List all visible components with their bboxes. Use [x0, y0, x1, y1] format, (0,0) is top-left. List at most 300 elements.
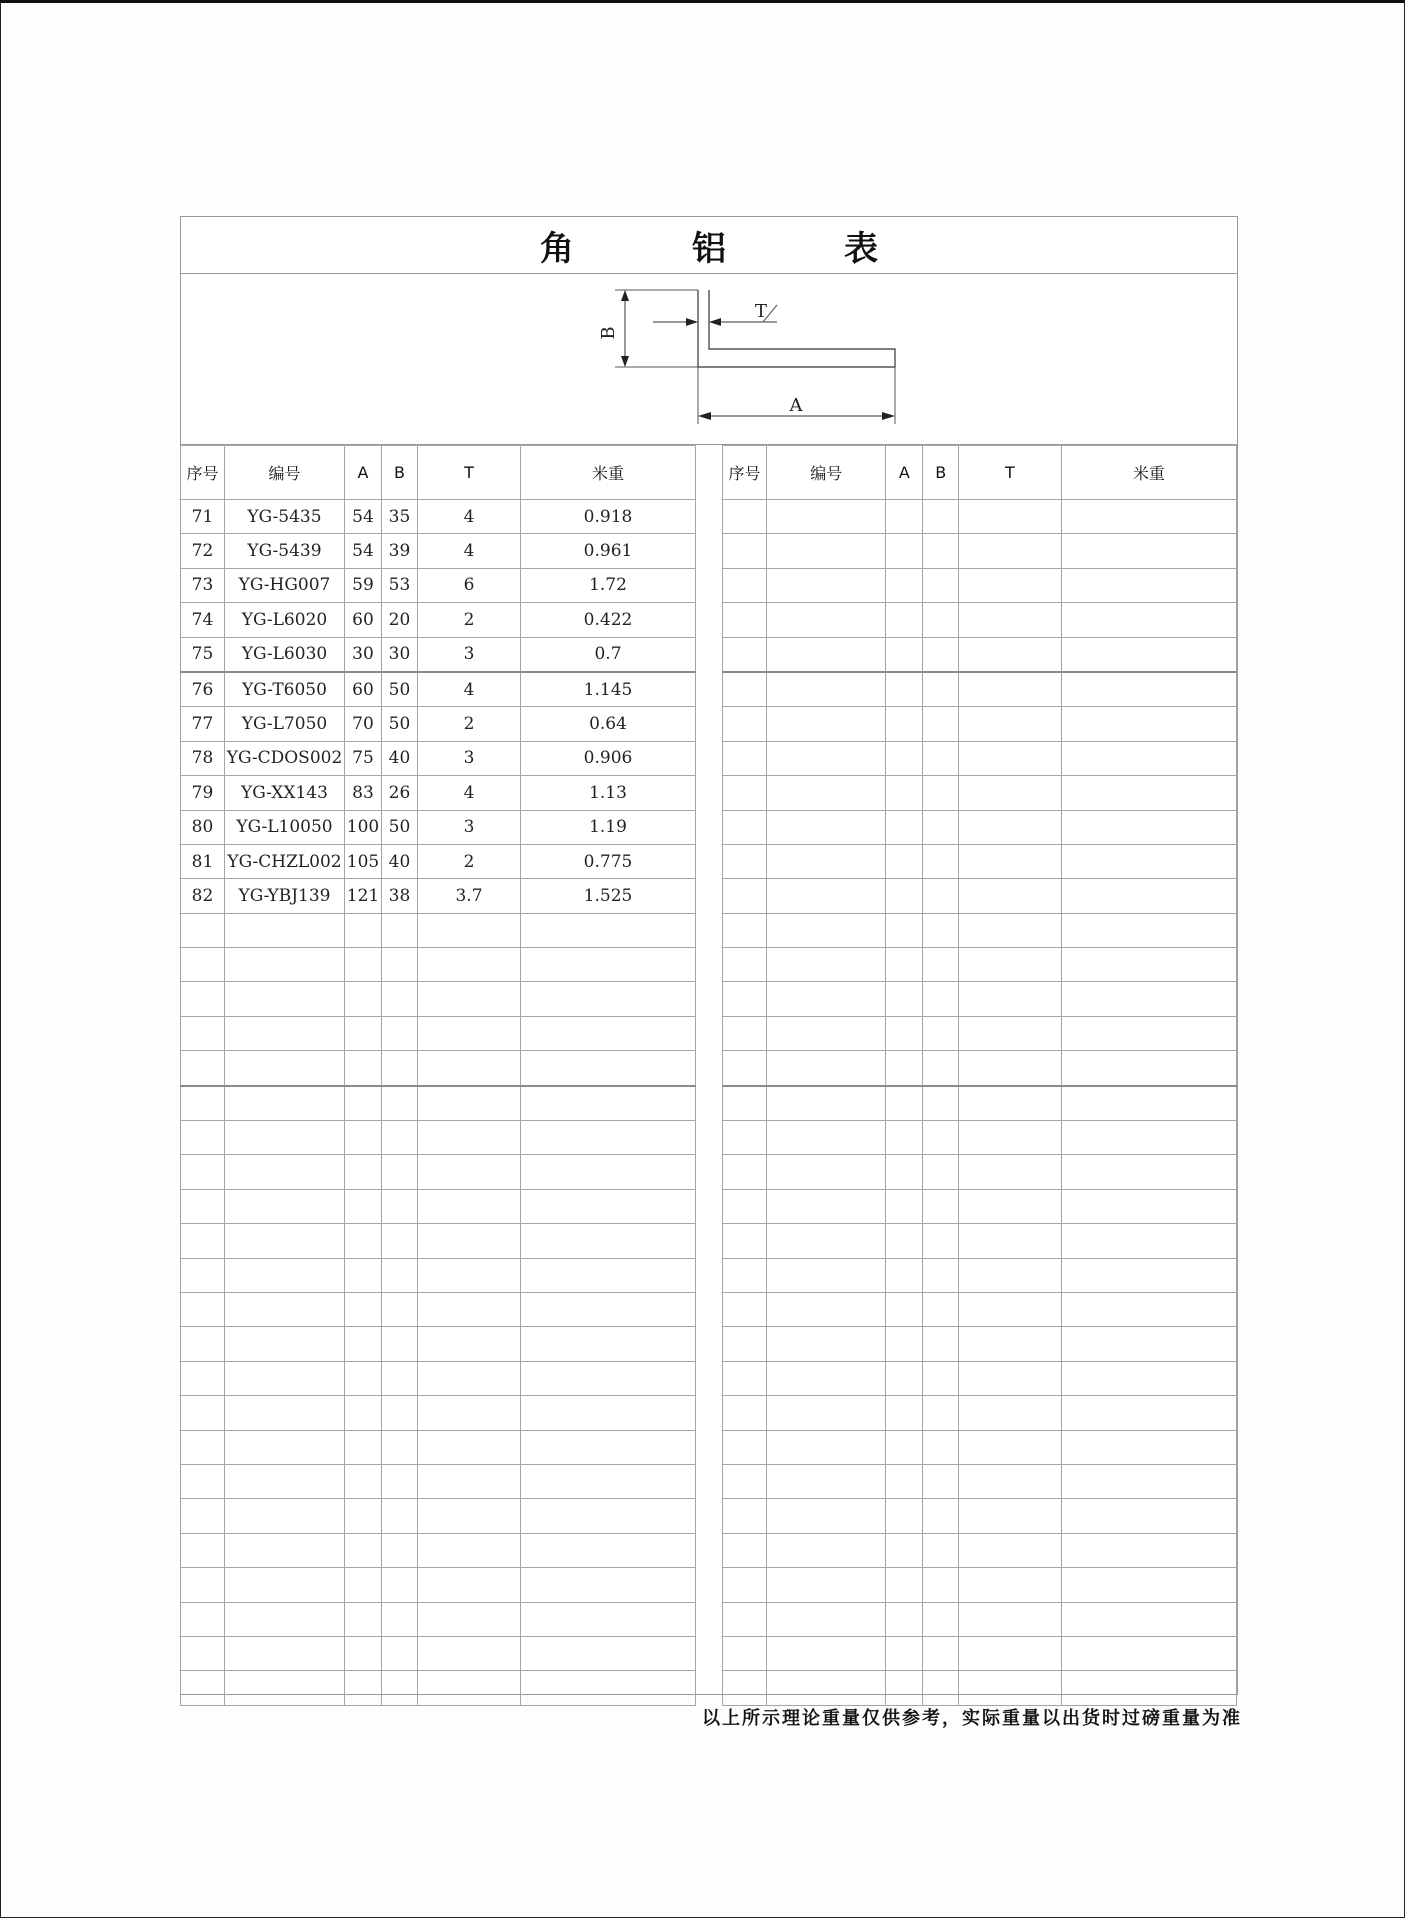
cell-a	[345, 1430, 382, 1464]
cell-weight	[1061, 948, 1236, 982]
cell-t	[959, 500, 1062, 534]
table-row	[181, 1189, 696, 1223]
cell-t	[959, 1602, 1062, 1636]
cell-t: 2	[418, 707, 521, 741]
cell-t	[959, 1636, 1062, 1670]
cell-no	[723, 637, 767, 672]
cell-no	[181, 1430, 225, 1464]
cell-code	[225, 1086, 345, 1121]
cell-b: 53	[382, 568, 418, 602]
cell-a	[886, 1258, 923, 1292]
cell-a: 30	[345, 637, 382, 672]
cell-code	[225, 1396, 345, 1430]
cell-a	[345, 1224, 382, 1258]
cell-code	[225, 1016, 345, 1050]
cell-a: 100	[345, 810, 382, 844]
cell-b	[923, 776, 959, 810]
cell-weight	[1061, 1636, 1236, 1670]
cell-t	[418, 1327, 521, 1361]
cell-code	[225, 982, 345, 1016]
cell-code	[766, 879, 886, 913]
cell-no	[723, 879, 767, 913]
cell-weight	[521, 1292, 696, 1326]
cell-weight	[1061, 1568, 1236, 1602]
cell-weight	[1061, 1051, 1236, 1086]
cell-t	[959, 568, 1062, 602]
cell-code	[766, 707, 886, 741]
cell-no	[181, 1361, 225, 1395]
cell-a: 59	[345, 568, 382, 602]
cell-weight	[521, 982, 696, 1016]
cell-no	[723, 776, 767, 810]
cell-b	[382, 1636, 418, 1670]
table-row	[181, 1396, 696, 1430]
cell-b	[923, 810, 959, 844]
cell-weight	[1061, 776, 1236, 810]
cell-t: 3.7	[418, 879, 521, 913]
cell-code: YG-CDOS002	[225, 741, 345, 775]
cell-t	[959, 1361, 1062, 1395]
cell-weight	[521, 1086, 696, 1121]
table-row	[723, 637, 1237, 672]
cell-no: 73	[181, 568, 225, 602]
cell-a	[886, 844, 923, 878]
cell-b: 50	[382, 707, 418, 741]
cell-t: 4	[418, 534, 521, 568]
cell-no: 80	[181, 810, 225, 844]
cell-t	[418, 1396, 521, 1430]
cell-code	[225, 1258, 345, 1292]
table-row	[723, 913, 1237, 947]
cell-no	[181, 1189, 225, 1223]
cell-t	[418, 1568, 521, 1602]
cell-no: 75	[181, 637, 225, 672]
cell-a	[886, 1533, 923, 1567]
cell-a	[886, 707, 923, 741]
table-row	[181, 844, 696, 878]
cell-no	[181, 1016, 225, 1050]
cell-weight	[1061, 1671, 1236, 1705]
cell-a	[886, 1636, 923, 1670]
cell-t	[959, 603, 1062, 637]
cell-code	[225, 913, 345, 947]
cell-t	[959, 534, 1062, 568]
cell-weight: 1.13	[521, 776, 696, 810]
table-row	[723, 879, 1237, 913]
col-header-a: A	[886, 446, 923, 500]
cell-a: 121	[345, 879, 382, 913]
cell-a	[886, 534, 923, 568]
cell-no	[723, 1430, 767, 1464]
cell-a: 60	[345, 672, 382, 707]
cell-t	[418, 1086, 521, 1121]
cell-code	[225, 1292, 345, 1326]
cell-a	[345, 1568, 382, 1602]
cell-weight	[521, 1121, 696, 1155]
table-row	[723, 1292, 1237, 1326]
table-row	[723, 1361, 1237, 1395]
cell-b	[923, 1051, 959, 1086]
table-row	[181, 1016, 696, 1050]
cell-no	[723, 1396, 767, 1430]
cell-weight: 1.145	[521, 672, 696, 707]
cell-b: 50	[382, 810, 418, 844]
cell-t: 3	[418, 741, 521, 775]
cell-t	[959, 1568, 1062, 1602]
cell-no	[181, 1224, 225, 1258]
cell-b	[923, 672, 959, 707]
cell-code	[766, 1430, 886, 1464]
table-row	[723, 1155, 1237, 1189]
table-row	[181, 1292, 696, 1326]
cell-a	[886, 913, 923, 947]
cell-code: YG-L6030	[225, 637, 345, 672]
cell-a	[345, 1361, 382, 1395]
cell-no	[723, 1292, 767, 1326]
cell-a	[886, 1189, 923, 1223]
cell-a	[886, 1499, 923, 1533]
cell-code	[766, 1568, 886, 1602]
cell-b: 40	[382, 844, 418, 878]
cell-b	[382, 1361, 418, 1395]
cell-b	[382, 913, 418, 947]
cell-t	[418, 1499, 521, 1533]
cell-weight: 0.906	[521, 741, 696, 775]
cell-code	[766, 1464, 886, 1498]
cell-weight	[1061, 672, 1236, 707]
cell-b	[382, 982, 418, 1016]
cell-b	[923, 1430, 959, 1464]
cell-a: 70	[345, 707, 382, 741]
cell-code	[225, 1121, 345, 1155]
cell-t	[959, 776, 1062, 810]
col-header-no: 序号	[181, 446, 225, 500]
table-row	[181, 1499, 696, 1533]
cell-code	[766, 948, 886, 982]
header-row	[181, 446, 696, 500]
cell-code	[766, 1602, 886, 1636]
table-row	[181, 1671, 696, 1705]
cell-b	[923, 879, 959, 913]
cell-no	[723, 707, 767, 741]
cell-weight	[1061, 603, 1236, 637]
cell-a	[345, 1533, 382, 1567]
cell-b	[923, 568, 959, 602]
cell-no	[181, 1121, 225, 1155]
cell-t	[959, 1121, 1062, 1155]
cell-t	[959, 1327, 1062, 1361]
cell-code	[766, 568, 886, 602]
table-row	[723, 672, 1237, 707]
cell-no	[723, 1189, 767, 1223]
table-row	[723, 741, 1237, 775]
cell-b: 30	[382, 637, 418, 672]
cell-no	[723, 1224, 767, 1258]
cell-t	[959, 1396, 1062, 1430]
cell-code	[766, 1155, 886, 1189]
cell-no	[723, 1533, 767, 1567]
cell-weight	[521, 1016, 696, 1050]
table-row	[723, 1189, 1237, 1223]
cell-t	[959, 1051, 1062, 1086]
cell-a	[886, 1602, 923, 1636]
cell-no	[723, 1464, 767, 1498]
table-row	[723, 1602, 1237, 1636]
cell-no	[723, 1051, 767, 1086]
cell-code: YG-HG007	[225, 568, 345, 602]
col-header-weight: 米重	[521, 446, 696, 500]
col-header-b: B	[382, 446, 418, 500]
table-row	[181, 637, 696, 672]
cell-b	[382, 1155, 418, 1189]
cell-t: 4	[418, 500, 521, 534]
table-row	[181, 879, 696, 913]
cell-a	[886, 500, 923, 534]
cell-t	[418, 982, 521, 1016]
cell-no	[181, 1086, 225, 1121]
cell-t	[418, 1602, 521, 1636]
col-header-weight: 米重	[1061, 446, 1236, 500]
cell-code: YG-YBJ139	[225, 879, 345, 913]
cell-weight	[1061, 741, 1236, 775]
cell-a	[886, 1224, 923, 1258]
cell-no: 81	[181, 844, 225, 878]
cell-weight: 0.64	[521, 707, 696, 741]
cell-weight	[521, 1396, 696, 1430]
col-header-code: 编号	[766, 446, 886, 500]
cell-b: 38	[382, 879, 418, 913]
table-row	[181, 707, 696, 741]
cell-b: 50	[382, 672, 418, 707]
cell-weight	[1061, 1464, 1236, 1498]
cell-code	[766, 603, 886, 637]
angle-table-left	[180, 445, 696, 1706]
cell-code	[766, 1499, 886, 1533]
cell-t	[959, 810, 1062, 844]
cell-b	[923, 1327, 959, 1361]
table-row	[181, 1430, 696, 1464]
cell-a	[345, 1327, 382, 1361]
cell-a	[345, 1086, 382, 1121]
cell-b	[382, 1258, 418, 1292]
table-row	[723, 1016, 1237, 1050]
cell-t	[959, 1430, 1062, 1464]
cell-weight	[1061, 1327, 1236, 1361]
table-row	[181, 1568, 696, 1602]
cell-a	[886, 1086, 923, 1121]
cell-no	[723, 500, 767, 534]
cell-code	[225, 1499, 345, 1533]
cell-code: YG-CHZL002	[225, 844, 345, 878]
cell-code: YG-XX143	[225, 776, 345, 810]
cell-t	[418, 1224, 521, 1258]
cell-code	[766, 1396, 886, 1430]
table-row	[181, 948, 696, 982]
table-row	[723, 1051, 1237, 1086]
cell-code	[766, 1327, 886, 1361]
cell-code	[225, 1224, 345, 1258]
cell-weight	[1061, 1016, 1236, 1050]
cell-a	[886, 1568, 923, 1602]
cell-weight: 0.422	[521, 603, 696, 637]
cell-a	[345, 1155, 382, 1189]
cell-weight	[521, 1568, 696, 1602]
cell-code	[766, 1361, 886, 1395]
table-row	[181, 1533, 696, 1567]
cell-t	[959, 1292, 1062, 1326]
cell-code	[766, 741, 886, 775]
cell-a	[345, 982, 382, 1016]
cell-a	[345, 1189, 382, 1223]
cell-a	[345, 1016, 382, 1050]
cell-code	[766, 500, 886, 534]
table-row	[723, 776, 1237, 810]
cell-no	[181, 1155, 225, 1189]
cell-code	[225, 1464, 345, 1498]
table-row	[181, 1086, 696, 1121]
cell-code	[766, 1636, 886, 1670]
cell-t	[418, 1361, 521, 1395]
cell-weight: 1.19	[521, 810, 696, 844]
table-row	[723, 534, 1237, 568]
col-header-code: 编号	[225, 446, 345, 500]
cell-no	[723, 844, 767, 878]
cell-code	[225, 1671, 345, 1705]
cell-no	[181, 1533, 225, 1567]
cell-no	[723, 672, 767, 707]
cell-b	[382, 1430, 418, 1464]
cell-b	[923, 1602, 959, 1636]
cell-code: YG-5435	[225, 500, 345, 534]
cell-no	[181, 1602, 225, 1636]
cell-weight: 1.72	[521, 568, 696, 602]
cell-code	[225, 1051, 345, 1086]
cell-b	[923, 707, 959, 741]
cell-weight	[1061, 1533, 1236, 1567]
cell-weight: 0.961	[521, 534, 696, 568]
table-row	[723, 1396, 1237, 1430]
cell-b	[923, 913, 959, 947]
cell-no	[723, 1258, 767, 1292]
cell-a	[886, 1121, 923, 1155]
table-row	[723, 1464, 1237, 1498]
disclaimer-note: 以上所示理论重量仅供参考，实际重量以出货时过磅重量为准	[702, 1708, 1242, 1729]
cell-b	[923, 1533, 959, 1567]
cell-t	[959, 982, 1062, 1016]
cell-b	[923, 637, 959, 672]
cell-t	[959, 637, 1062, 672]
table-row	[181, 1155, 696, 1189]
cell-b	[923, 1258, 959, 1292]
cell-weight	[1061, 1396, 1236, 1430]
cell-t	[418, 1464, 521, 1498]
cell-no	[723, 1361, 767, 1395]
cell-b	[923, 1464, 959, 1498]
cell-a	[345, 1396, 382, 1430]
cell-a	[345, 1292, 382, 1326]
cell-no: 71	[181, 500, 225, 534]
cell-t	[959, 741, 1062, 775]
cell-a	[886, 603, 923, 637]
cell-b	[923, 1086, 959, 1121]
cell-code	[766, 1121, 886, 1155]
cell-no	[723, 1327, 767, 1361]
cell-b: 35	[382, 500, 418, 534]
cell-no	[181, 948, 225, 982]
table-row	[723, 603, 1237, 637]
cell-weight	[1061, 1121, 1236, 1155]
table-row	[181, 1602, 696, 1636]
table-row	[723, 1086, 1237, 1121]
title-row	[181, 217, 1237, 274]
cell-t	[418, 948, 521, 982]
table-row	[181, 810, 696, 844]
cell-no	[181, 1396, 225, 1430]
table-row	[181, 672, 696, 707]
page-title: 角 铝 表	[540, 228, 920, 269]
cell-t	[959, 1464, 1062, 1498]
cell-weight: 1.525	[521, 879, 696, 913]
cell-b: 20	[382, 603, 418, 637]
cell-code	[225, 948, 345, 982]
table-row	[181, 1327, 696, 1361]
cell-code	[225, 1327, 345, 1361]
cell-no	[181, 1327, 225, 1361]
cell-a	[886, 568, 923, 602]
cell-no	[181, 1671, 225, 1705]
cell-weight	[521, 1327, 696, 1361]
cell-b	[923, 1155, 959, 1189]
table-row	[723, 1568, 1237, 1602]
cell-a	[886, 1051, 923, 1086]
cell-t	[959, 1671, 1062, 1705]
cell-t	[418, 1155, 521, 1189]
cell-code	[225, 1602, 345, 1636]
cell-b	[382, 1464, 418, 1498]
cell-b	[923, 1568, 959, 1602]
cell-a	[345, 913, 382, 947]
cell-t: 4	[418, 776, 521, 810]
cell-no	[723, 1086, 767, 1121]
cell-a	[886, 672, 923, 707]
table-row	[723, 1258, 1237, 1292]
table-row	[723, 1671, 1237, 1705]
table-row	[181, 1224, 696, 1258]
cell-weight	[1061, 810, 1236, 844]
cell-b: 40	[382, 741, 418, 775]
cell-code	[225, 1430, 345, 1464]
cell-b	[923, 1636, 959, 1670]
cell-a	[345, 1671, 382, 1705]
cell-no: 82	[181, 879, 225, 913]
cell-a	[886, 982, 923, 1016]
cell-weight	[521, 1224, 696, 1258]
cell-code	[766, 913, 886, 947]
table-row	[723, 1636, 1237, 1670]
cell-no	[181, 1051, 225, 1086]
cell-a: 54	[345, 534, 382, 568]
cell-t	[959, 1533, 1062, 1567]
cell-no: 78	[181, 741, 225, 775]
cell-no	[723, 1016, 767, 1050]
cell-no	[181, 1568, 225, 1602]
cell-t: 2	[418, 844, 521, 878]
cell-no	[723, 1499, 767, 1533]
col-header-t: T	[959, 446, 1062, 500]
cell-weight	[1061, 1430, 1236, 1464]
cell-b	[923, 1189, 959, 1223]
cell-t	[418, 1189, 521, 1223]
